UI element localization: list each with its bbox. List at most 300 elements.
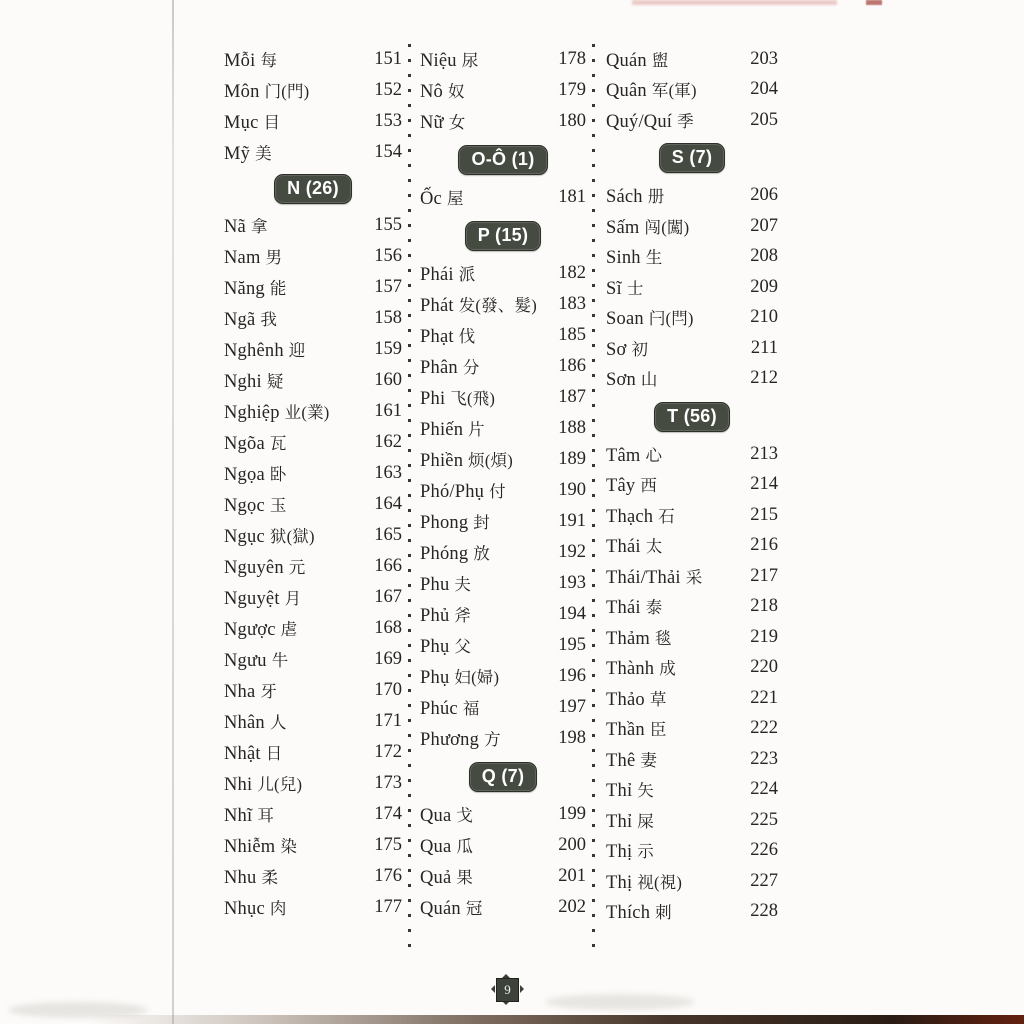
entry-page-number: 170: [374, 680, 402, 700]
index-entry: [224, 582, 402, 613]
index-entry: [420, 661, 586, 692]
entry-word: Môn 门(門): [224, 82, 310, 102]
entry-hanzi: 虐: [280, 620, 298, 639]
entry-word: Quả 果: [420, 868, 474, 888]
index-entry: [606, 805, 778, 836]
entry-word: Nhật 日: [224, 744, 283, 764]
entry-hanzi: 妇(婦): [454, 668, 500, 687]
entry-word: Thái/Thải 采: [606, 567, 703, 588]
entry-word: Phiền 烦(煩): [420, 451, 513, 471]
index-entry: [420, 537, 586, 568]
entry-hanzi: 季: [677, 111, 694, 131]
entry-hanzi: 毯: [654, 628, 672, 648]
entry-hanzi: 视(視): [637, 872, 683, 892]
entry-page-number: 219: [750, 626, 778, 647]
index-entry: [606, 683, 778, 714]
entry-word: Phái 派: [420, 265, 476, 285]
entry-word: Ngưu 牛: [224, 651, 289, 671]
caret-left-icon: [487, 985, 495, 993]
entry-word: Niệu 尿: [420, 51, 479, 71]
entry-hanzi: 初: [631, 339, 649, 359]
index-entry: [224, 272, 402, 303]
index-entry: [606, 333, 778, 364]
entry-page-number: 221: [750, 687, 778, 708]
index-entry: [420, 506, 586, 537]
index-entry: [420, 413, 586, 444]
index-column-2: [420, 44, 586, 923]
index-entry: [224, 44, 402, 75]
entry-word: Sĩ 士: [606, 278, 644, 299]
entry-hanzi: 肉: [269, 899, 287, 918]
index-entry: [606, 622, 778, 653]
entry-page-number: 224: [750, 779, 778, 800]
index-entry: [606, 744, 778, 775]
index-entry: [224, 644, 402, 675]
index-entry: [606, 653, 778, 684]
index-entry: [224, 799, 402, 830]
entry-page-number: 165: [374, 525, 402, 545]
entry-hanzi: 迎: [288, 341, 306, 360]
entry-page-number: 214: [750, 474, 778, 495]
entry-hanzi: 能: [269, 279, 287, 298]
entry-hanzi: 采: [685, 567, 703, 587]
entry-hanzi: 方: [484, 730, 501, 749]
entry-page-number: 197: [558, 697, 586, 717]
scan-smudge: [866, 0, 882, 5]
entry-hanzi: 心: [645, 445, 663, 465]
entry-page-number: 217: [750, 565, 778, 586]
entry-word: Thành 成: [606, 659, 676, 680]
entry-page-number: 188: [558, 418, 586, 438]
entry-hanzi: 月: [284, 589, 302, 608]
entry-hanzi: 矢: [637, 781, 654, 801]
entry-page-number: 174: [374, 804, 402, 824]
entry-page-number: 151: [374, 49, 402, 69]
entry-hanzi: 屎: [637, 811, 654, 831]
entry-word: Thảo 草: [606, 689, 667, 710]
entry-hanzi: 男: [265, 248, 283, 267]
scan-smudge: [545, 994, 695, 1010]
entry-page-number: 223: [750, 748, 778, 769]
entry-hanzi: 太: [645, 537, 663, 557]
caret-right-icon: [520, 985, 528, 993]
entry-hanzi: 士: [626, 278, 644, 298]
entry-page-number: 173: [374, 773, 402, 793]
index-entry: [606, 211, 778, 242]
entry-word: Nguyên 元: [224, 558, 306, 578]
entry-hanzi: 册: [647, 187, 665, 207]
entry-word: Phạt 伐: [420, 327, 476, 347]
index-entry: [606, 439, 778, 470]
entry-hanzi: 派: [458, 265, 476, 284]
entry-word: Năng 能: [224, 279, 287, 299]
index-entry: [224, 489, 402, 520]
index-entry: [224, 334, 402, 365]
entry-page-number: 225: [750, 809, 778, 830]
entry-word: Sấm 闯(闖): [606, 217, 690, 238]
entry-word: Thê 妻: [606, 750, 658, 771]
entry-page-number: 205: [750, 109, 778, 130]
entry-word: Ngục 狱(獄): [224, 527, 315, 547]
entry-hanzi: 伐: [458, 327, 476, 346]
page-number-badge: [492, 971, 522, 1007]
entry-page-number: 153: [374, 111, 402, 131]
entry-page-number: 154: [374, 142, 402, 162]
entry-page-number: 157: [374, 277, 402, 297]
index-entry: [224, 427, 402, 458]
index-column-3: [606, 44, 778, 927]
entry-page-number: 216: [750, 535, 778, 556]
entry-hanzi: 牙: [260, 682, 278, 701]
entry-page-number: 155: [374, 215, 402, 235]
entry-word: Nhi 儿(兒): [224, 775, 303, 795]
index-entry: [224, 458, 402, 489]
entry-word: Phụ 妇(婦): [420, 668, 500, 688]
entry-hanzi: 斧: [454, 606, 472, 625]
index-entry: [606, 866, 778, 897]
index-entry: [224, 768, 402, 799]
index-entry: [224, 551, 402, 582]
index-entry: [420, 382, 586, 413]
index-entry: [420, 799, 586, 830]
entry-hanzi: 示: [637, 842, 654, 862]
entry-word: Quán 冠: [420, 899, 483, 919]
entry-page-number: 211: [750, 337, 778, 358]
index-entry: [420, 723, 586, 754]
index-entry: [420, 182, 586, 213]
entry-word: Ngọc 玉: [224, 496, 287, 516]
entry-word: Sách 册: [606, 187, 665, 208]
page-number: 9: [496, 978, 519, 1002]
entry-page-number: 169: [374, 649, 402, 669]
index-entry: [420, 320, 586, 351]
entry-hanzi: 拿: [250, 217, 268, 236]
entry-page-number: 220: [750, 657, 778, 678]
entry-page-number: 207: [750, 215, 778, 236]
entry-page-number: 177: [374, 897, 402, 917]
entry-hanzi: 飞(飛): [450, 389, 496, 408]
entry-word: Nữ 女: [420, 113, 466, 133]
entry-page-number: 206: [750, 185, 778, 206]
entry-page-number: 160: [374, 370, 402, 390]
entry-hanzi: 每: [260, 51, 278, 70]
entry-word: Ngã 我: [224, 310, 278, 330]
entry-hanzi: 石: [658, 506, 675, 526]
entry-page-number: 161: [374, 401, 402, 421]
index-entry: [420, 75, 586, 106]
entry-page-number: 218: [750, 596, 778, 617]
entry-hanzi: 成: [659, 659, 676, 679]
entry-word: Nhiễm 染: [224, 837, 298, 857]
entry-page-number: 164: [374, 494, 402, 514]
index-entry: [420, 830, 586, 861]
index-entry: [606, 303, 778, 334]
entry-word: Thích 刺: [606, 903, 672, 924]
entry-page-number: 180: [558, 111, 586, 131]
entry-hanzi: 瓦: [269, 434, 287, 453]
entry-hanzi: 戈: [456, 806, 474, 825]
entry-page-number: 175: [374, 835, 402, 855]
entry-word: Nam 男: [224, 248, 283, 268]
entry-page-number: 202: [558, 897, 586, 917]
entry-page-number: 203: [750, 48, 778, 69]
entry-page-number: 192: [558, 542, 586, 562]
entry-hanzi: 军(軍): [651, 81, 697, 101]
entry-hanzi: 门(門): [264, 82, 310, 101]
entry-hanzi: 烦(煩): [468, 451, 513, 470]
entry-page-number: 167: [374, 587, 402, 607]
entry-hanzi: 卧: [269, 465, 287, 484]
section-header-row: [224, 168, 402, 210]
entry-hanzi: 疑: [266, 372, 284, 391]
index-entry: [606, 272, 778, 303]
entry-page-number: 181: [558, 187, 586, 207]
entry-page-number: 198: [558, 728, 586, 748]
section-header-row: [606, 394, 778, 439]
book-edge-shadow: [90, 1015, 1024, 1024]
entry-page-number: 186: [558, 356, 586, 376]
entry-page-number: 163: [374, 463, 402, 483]
entry-hanzi: 发(發、髮): [458, 296, 537, 315]
index-entry: [224, 210, 402, 241]
index-entry: [420, 692, 586, 723]
entry-hanzi: 夫: [454, 575, 472, 594]
entry-word: Ngõa 瓦: [224, 434, 287, 454]
entry-hanzi: 业(業): [284, 403, 330, 422]
entry-page-number: 172: [374, 742, 402, 762]
index-entry: [606, 105, 778, 136]
caret-down-icon: [502, 1001, 510, 1009]
entry-word: Phương 方: [420, 730, 501, 750]
entry-hanzi: 妻: [640, 750, 658, 770]
entry-page-number: 159: [374, 339, 402, 359]
entry-hanzi: 耳: [257, 806, 275, 825]
index-entry: [420, 861, 586, 892]
entry-page-number: 226: [750, 840, 778, 861]
entry-page-number: 176: [374, 866, 402, 886]
index-entry: [606, 897, 778, 928]
index-entry: [420, 289, 586, 320]
entry-page-number: 215: [750, 504, 778, 525]
index-entry: [606, 775, 778, 806]
entry-hanzi: 父: [454, 637, 472, 656]
entry-page-number: 199: [558, 804, 586, 824]
entry-page-number: 212: [750, 368, 778, 389]
index-entry: [224, 241, 402, 272]
entry-word: Nghênh 迎: [224, 341, 306, 361]
entry-hanzi: 奴: [448, 82, 465, 101]
index-entry: [224, 737, 402, 768]
index-entry: [606, 364, 778, 395]
section-header-row: [606, 136, 778, 181]
section-badge: T (56): [654, 402, 730, 432]
index-entry: [420, 44, 586, 75]
entry-hanzi: 目: [263, 113, 281, 132]
entry-word: Thạch 石: [606, 506, 675, 527]
index-entry: [606, 561, 778, 592]
entry-hanzi: 美: [255, 144, 272, 163]
entry-hanzi: 人: [269, 713, 287, 732]
entry-word: Thần 臣: [606, 720, 667, 741]
entry-word: Soan 闩(閂): [606, 309, 694, 330]
page-crease-line: [172, 0, 174, 1024]
entry-page-number: 187: [558, 387, 586, 407]
index-entry: [420, 892, 586, 923]
entry-page-number: 227: [750, 870, 778, 891]
entry-word: Phóng 放: [420, 544, 490, 564]
entry-word: Phát 发(發、髮): [420, 296, 537, 316]
entry-page-number: 222: [750, 718, 778, 739]
entry-page-number: 166: [374, 556, 402, 576]
entry-page-number: 195: [558, 635, 586, 655]
entry-word: Tây 西: [606, 476, 658, 497]
entry-word: Nô 奴: [420, 82, 465, 102]
section-header-row: [420, 137, 586, 182]
entry-hanzi: 西: [640, 476, 658, 496]
entry-page-number: 196: [558, 666, 586, 686]
entry-page-number: 204: [750, 79, 778, 100]
entry-hanzi: 儿(兒): [257, 775, 303, 794]
index-entry: [224, 106, 402, 137]
index-entry: [606, 75, 778, 106]
entry-word: Thị 示: [606, 842, 654, 863]
index-entry: [606, 500, 778, 531]
entry-word: Thỉ 矢: [606, 781, 654, 802]
index-entry: [420, 475, 586, 506]
index-entry: [224, 75, 402, 106]
scan-smudge: [632, 0, 837, 5]
entry-hanzi: 臣: [649, 720, 667, 740]
entry-word: Sơn 山: [606, 370, 658, 391]
entry-page-number: 208: [750, 246, 778, 267]
entry-word: Phủ 斧: [420, 606, 472, 626]
entry-word: Ngược 虐: [224, 620, 298, 640]
entry-hanzi: 日: [265, 744, 283, 763]
entry-hanzi: 生: [645, 248, 663, 268]
entry-page-number: 213: [750, 443, 778, 464]
entry-hanzi: 我: [260, 310, 278, 329]
index-entry: [224, 137, 402, 168]
section-header-row: [420, 754, 586, 799]
entry-page-number: 189: [558, 449, 586, 469]
entry-word: Mỗi 每: [224, 51, 278, 71]
entry-word: Phó/Phụ 付: [420, 482, 506, 502]
index-entry: [224, 520, 402, 551]
entry-page-number: 228: [750, 901, 778, 922]
entry-hanzi: 柔: [261, 868, 279, 887]
index-entry: [606, 592, 778, 623]
entry-hanzi: 分: [462, 358, 480, 377]
index-entry: [224, 365, 402, 396]
index-entry: [420, 568, 586, 599]
section-badge: Q (7): [469, 762, 538, 792]
section-badge: S (7): [659, 143, 726, 173]
entry-page-number: 194: [558, 604, 586, 624]
entry-word: Nha 牙: [224, 682, 278, 702]
entry-hanzi: 福: [462, 699, 480, 718]
entry-hanzi: 刺: [655, 903, 672, 923]
entry-word: Sơ 初: [606, 339, 649, 360]
entry-hanzi: 付: [489, 482, 506, 501]
entry-hanzi: 女: [448, 113, 466, 132]
entry-hanzi: 闯(闖): [644, 217, 690, 237]
entry-page-number: 201: [558, 866, 586, 886]
entry-page-number: 190: [558, 480, 586, 500]
entry-word: Quý/Quí 季: [606, 111, 694, 132]
entry-hanzi: 尿: [461, 51, 479, 70]
entry-hanzi: 染: [280, 837, 298, 856]
entry-word: Ngọa 卧: [224, 465, 287, 485]
entry-word: Sinh 生: [606, 248, 663, 269]
entry-word: Mỹ 美: [224, 144, 272, 164]
entry-hanzi: 山: [640, 370, 658, 390]
entry-page-number: 179: [558, 80, 586, 100]
index-entry: [420, 630, 586, 661]
entry-hanzi: 元: [288, 558, 306, 577]
entry-hanzi: 泰: [645, 598, 663, 618]
index-entry: [420, 106, 586, 137]
entry-page-number: 183: [558, 294, 586, 314]
index-entry: [224, 892, 402, 923]
entry-hanzi: 闩(閂): [648, 309, 694, 329]
index-column-1: [224, 44, 402, 923]
entry-page-number: 162: [374, 432, 402, 452]
entry-word: Thái 泰: [606, 598, 663, 619]
index-entry: [420, 351, 586, 382]
entry-word: Phi 飞(飛): [420, 389, 496, 409]
entry-word: Quán 盥: [606, 50, 669, 71]
section-badge: O-Ô (1): [458, 145, 547, 175]
index-entry: [224, 861, 402, 892]
entry-page-number: 156: [374, 246, 402, 266]
entry-word: Qua 瓜: [420, 837, 474, 857]
entry-hanzi: 片: [468, 420, 485, 439]
entry-word: Nhục 肉: [224, 899, 287, 919]
entry-word: Nguyệt 月: [224, 589, 302, 609]
entry-word: Thỉ 屎: [606, 811, 654, 832]
entry-hanzi: 封: [473, 513, 490, 532]
caret-up-icon: [502, 970, 510, 978]
index-entry: [606, 242, 778, 273]
entry-hanzi: 玉: [269, 496, 287, 515]
index-entry: [606, 836, 778, 867]
entry-page-number: 158: [374, 308, 402, 328]
entry-page-number: 193: [558, 573, 586, 593]
entry-word: Thái 太: [606, 537, 663, 558]
entry-word: Phong 封: [420, 513, 490, 533]
column-divider: [592, 44, 595, 950]
column-divider: [408, 44, 411, 950]
entry-word: Phúc 福: [420, 699, 480, 719]
entry-hanzi: 牛: [271, 651, 289, 670]
entry-hanzi: 屋: [446, 189, 464, 208]
index-entry: [224, 613, 402, 644]
entry-word: Nghiệp 业(業): [224, 403, 330, 423]
entry-word: Phiến 片: [420, 420, 485, 440]
index-entry: [224, 675, 402, 706]
entry-page-number: 191: [558, 511, 586, 531]
index-entry: [420, 599, 586, 630]
entry-page-number: 182: [558, 263, 586, 283]
entry-page-number: 185: [558, 325, 586, 345]
entry-page-number: 210: [750, 307, 778, 328]
index-entry: [224, 830, 402, 861]
index-entry: [420, 444, 586, 475]
section-header-row: [420, 213, 586, 258]
index-entry: [606, 181, 778, 212]
entry-hanzi: 放: [473, 544, 490, 563]
index-entry: [606, 470, 778, 501]
